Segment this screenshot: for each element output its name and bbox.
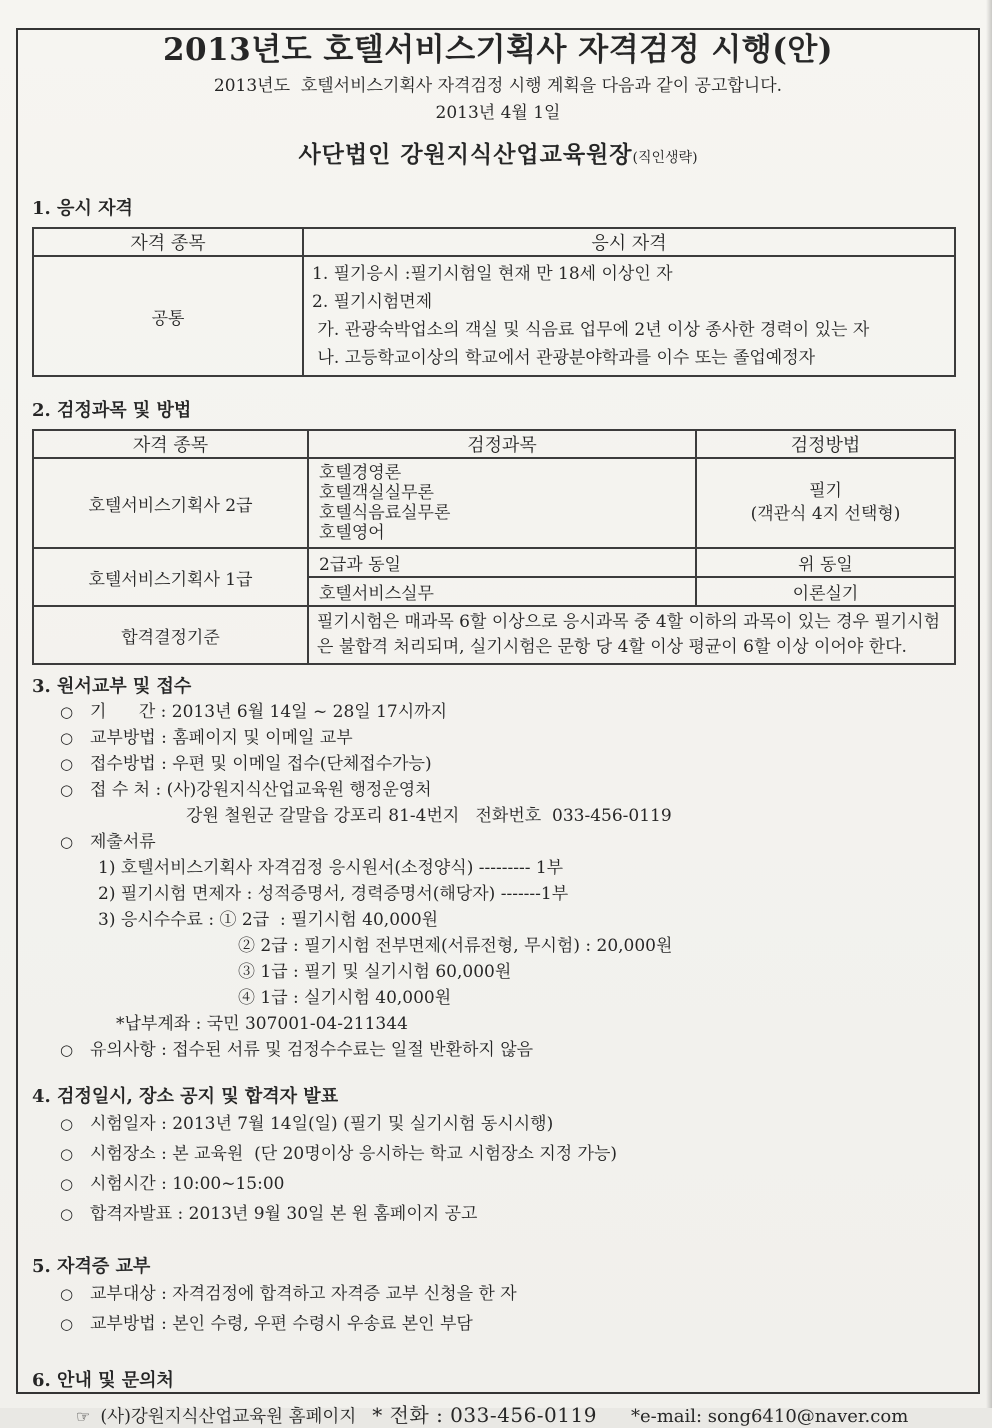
list-item bbox=[60, 1037, 978, 1063]
list-item-text: 접 수 처 : (사)강원지식산업교육원 행정운영처 bbox=[90, 780, 432, 800]
pointing-hand-icon: ☞ bbox=[76, 1407, 91, 1426]
list-item-text: 합격자발표 : 2013년 9월 30일 본 원 홈페이지 공고 bbox=[90, 1204, 478, 1224]
subjects-table bbox=[32, 429, 956, 665]
list-item-text: 2) 필기시험 면제자 : 성적증명서, 경력증명서(해당자) -------1부 bbox=[98, 884, 569, 904]
eligibility-line: 나. 고등학교이상의 학교에서 관광분야학과를 이수 또는 졸업예정자 bbox=[312, 348, 816, 368]
issuer-line bbox=[18, 140, 978, 173]
list-item bbox=[60, 751, 978, 777]
pass-criteria-label-cell: 합격결정기준 bbox=[33, 606, 308, 664]
subjects-header-row bbox=[33, 430, 955, 458]
table-row bbox=[33, 458, 955, 548]
method-line: 필기 bbox=[809, 481, 842, 501]
list-item bbox=[60, 699, 978, 725]
address-continuation-line bbox=[186, 803, 978, 829]
circle-bullet-icon: ○ bbox=[60, 1315, 74, 1333]
list-item-text: 3) 응시수수료 : ① 2급 : 필기시험 40,000원 bbox=[98, 910, 439, 930]
list-item-text: ② 2급 : 필기시험 전부면제(서류전형, 무시험) : 20,000원 bbox=[238, 936, 673, 956]
list-item bbox=[98, 881, 978, 907]
grade1-subject-a-cell: 2급과 동일 bbox=[308, 548, 696, 577]
subject-line: 호텔영어 bbox=[319, 523, 385, 543]
circle-bullet-icon: ○ bbox=[60, 1205, 74, 1223]
grade2-subjects-cell bbox=[308, 458, 696, 548]
subjects-col-grade: 자격 종목 bbox=[33, 430, 308, 458]
list-item bbox=[60, 1109, 978, 1139]
list-item-text: 시험장소 : 본 교육원 (단 20명이상 응시하는 학교 시험장소 지정 가능) bbox=[90, 1144, 618, 1164]
list-item bbox=[60, 1169, 978, 1199]
pass-criteria-text: 필기시험은 매과목 6할 이상으로 응시과목 중 4할 이하의 과목이 있는 경우 필기시험은 불합격 처리되며, 실기시험은 문항 당 4할 이상 평균이 6할 이상 이어야 한다. bbox=[317, 612, 940, 657]
circle-bullet-icon: ○ bbox=[60, 833, 74, 851]
list-item-text: 시험일자 : 2013년 7월 14일(일) (필기 및 실기시험 동시시행) bbox=[90, 1114, 554, 1134]
grade1-cell: 호텔서비스기획사 1급 bbox=[33, 548, 308, 606]
circle-bullet-icon: ○ bbox=[60, 1175, 74, 1193]
pass-criteria-text-cell bbox=[308, 606, 955, 664]
subject-line: 호텔경영론 bbox=[319, 463, 402, 483]
section-2-heading: 2. 검정과목 및 방법 bbox=[32, 400, 192, 421]
list-item-text: 시험시간 : 10:00~15:00 bbox=[90, 1174, 285, 1194]
eligibility-header-row bbox=[33, 228, 955, 256]
section-5-heading: 5. 자격증 교부 bbox=[32, 1256, 151, 1277]
page-title: 2013년도 호텔서비스기획사 자격검정 시행(안) bbox=[162, 32, 834, 68]
list-item bbox=[60, 1199, 978, 1229]
list-item bbox=[238, 959, 978, 985]
circle-bullet-icon: ○ bbox=[60, 1285, 74, 1303]
announcement-subtitle: 2013년도 호텔서비스기획사 자격검정 시행 계획을 다음과 같이 공고합니다. bbox=[213, 76, 783, 96]
list-item-text: 제출서류 bbox=[90, 832, 156, 852]
list-item bbox=[60, 1139, 978, 1169]
section-4-heading: 4. 검정일시, 장소 공지 및 합격자 발표 bbox=[32, 1086, 339, 1107]
subjects-col-method: 검정방법 bbox=[696, 430, 955, 458]
grade1-method-b-cell: 이론실기 bbox=[696, 577, 955, 606]
contact-phone: * 전화 : 033-456-0119 bbox=[372, 1403, 597, 1427]
issuer-name: 사단법인 강원지식산업교육원장 bbox=[298, 141, 633, 168]
list-item-text: 1) 호텔서비스기획사 자격검정 응시원서(소정양식) --------- 1부 bbox=[98, 858, 564, 878]
document-border-frame bbox=[16, 28, 980, 1427]
circle-bullet-icon: ○ bbox=[60, 781, 74, 799]
issuer-seal-note: (직인생략) bbox=[632, 150, 698, 166]
subject-line: 호텔식음료실무론 bbox=[319, 503, 451, 523]
section-1-heading: 1. 응시 자격 bbox=[32, 198, 133, 219]
grade1-method-a-cell: 위 동일 bbox=[696, 548, 955, 577]
list-item bbox=[60, 777, 978, 803]
section-6-heading: 6. 안내 및 문의처 bbox=[32, 1370, 174, 1391]
circle-bullet-icon: ○ bbox=[60, 1115, 74, 1133]
list-item-text: ③ 1급 : 필기 및 실기시험 60,000원 bbox=[238, 962, 512, 982]
subjects-col-subject: 검정과목 bbox=[308, 430, 696, 458]
list-item bbox=[238, 985, 978, 1011]
eligibility-col-grade: 자격 종목 bbox=[33, 228, 303, 256]
grade1-subject-b-cell: 호텔서비스실무 bbox=[308, 577, 696, 606]
eligibility-line: 가. 관광숙박업소의 객실 및 식음료 업무에 2년 이상 종사한 경력이 있는 자 bbox=[312, 320, 870, 340]
contact-line bbox=[76, 1399, 978, 1428]
list-item bbox=[60, 829, 978, 855]
subject-line: 호텔객실실무론 bbox=[319, 483, 434, 503]
circle-bullet-icon: ○ bbox=[60, 1041, 74, 1059]
eligibility-line: 2. 필기시험면제 bbox=[312, 292, 433, 312]
circle-bullet-icon: ○ bbox=[60, 703, 74, 721]
list-item bbox=[98, 855, 978, 881]
eligibility-table bbox=[32, 227, 956, 377]
eligibility-grade-cell: 공통 bbox=[33, 256, 303, 376]
method-line: (객관식 4지 선택형) bbox=[750, 504, 901, 524]
payment-account-line bbox=[116, 1011, 978, 1037]
grade2-cell: 호텔서비스기획사 2급 bbox=[33, 458, 308, 548]
table-row bbox=[33, 606, 955, 664]
list-item-text: 교부방법 : 홈페이지 및 이메일 교부 bbox=[90, 728, 353, 748]
table-row bbox=[33, 256, 955, 376]
contact-email: *e-mail: song6410@naver.com bbox=[630, 1406, 909, 1427]
list-item bbox=[98, 907, 978, 933]
list-item-text: *납부계좌 : 국민 307001-04-211344 bbox=[116, 1014, 408, 1034]
contact-homepage-text: (사)강원지식산업교육원 홈페이지 bbox=[100, 1407, 357, 1427]
list-item bbox=[60, 1309, 978, 1339]
list-item-text: 교부방법 : 본인 수령, 우편 수령시 우송료 본인 부담 bbox=[90, 1314, 473, 1334]
list-item bbox=[60, 725, 978, 751]
eligibility-line: 1. 필기응시 :필기시험일 현재 만 18세 이상인 자 bbox=[312, 264, 673, 284]
section-3-heading: 3. 원서교부 및 접수 bbox=[32, 676, 192, 697]
circle-bullet-icon: ○ bbox=[60, 1145, 74, 1163]
announcement-date: 2013년 4월 1일 bbox=[435, 103, 561, 123]
circle-bullet-icon: ○ bbox=[60, 755, 74, 773]
eligibility-col-criteria: 응시 자격 bbox=[303, 228, 955, 256]
eligibility-criteria-cell bbox=[303, 256, 955, 376]
grade2-method-cell bbox=[696, 458, 955, 548]
list-item bbox=[60, 1279, 978, 1309]
list-item bbox=[238, 933, 978, 959]
list-item-text: 교부대상 : 자격검정에 합격하고 자격증 교부 신청을 한 자 bbox=[90, 1284, 517, 1304]
list-item-text: 유의사항 : 접수된 서류 및 검정수수료는 일절 반환하지 않음 bbox=[90, 1040, 534, 1060]
list-item-text: 접수방법 : 우편 및 이메일 접수(단체접수가능) bbox=[90, 754, 432, 774]
list-item-text: 강원 철원군 갈말읍 강포리 81-4번지 전화번호 033-456-0119 bbox=[186, 806, 672, 826]
list-item-text: ④ 1급 : 실기시험 40,000원 bbox=[238, 988, 452, 1008]
circle-bullet-icon: ○ bbox=[60, 729, 74, 747]
table-row bbox=[33, 548, 955, 577]
list-item-text: 기 간 : 2013년 6월 14일 ~ 28일 17시까지 bbox=[90, 702, 447, 722]
